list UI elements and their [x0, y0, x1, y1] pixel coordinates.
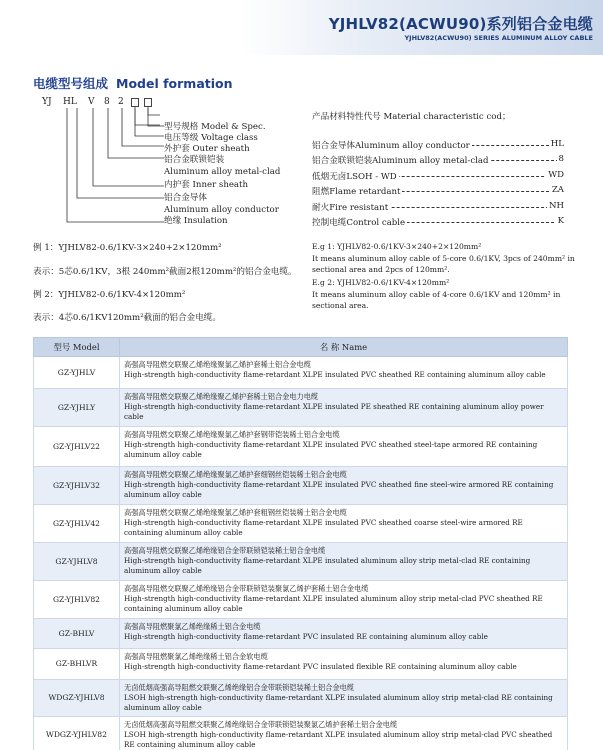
- name-cn: 高强高导阻燃交联聚乙烯绝缘聚氯乙烯护套粗钢丝铠装稀土铝合金电缆: [124, 508, 347, 517]
- label-model-spec: 型号规格 Model & Spec.: [164, 122, 266, 132]
- model-cell: GZ-YJHLV22: [34, 427, 120, 467]
- model-cell: GZ-BHLV: [34, 619, 120, 649]
- name-cn: 高强高导阻燃交联聚乙烯绝缘聚氯乙烯护套细钢丝铠装稀土铝合金电缆: [124, 470, 347, 479]
- label-voltage: 电压等级 Voltage class: [164, 133, 258, 143]
- label-inner-sheath: 内护套 Inner sheath: [164, 180, 249, 190]
- code-yj: YJ: [42, 97, 52, 107]
- label-outer-sheath: 外护套 Outer sheath: [164, 144, 250, 154]
- section-title: [33, 74, 233, 92]
- model-cell: GZ-YJHLV: [34, 357, 120, 389]
- table-row: [34, 389, 568, 427]
- name-en: High-strength high-conductivity flame-retardant XLPE insulated aluminum alloy strip metal-clad PVC sheathed RE containing aluminum alloy cable: [124, 594, 543, 613]
- example-1-desc-en: It means aluminum alloy cable of 5-core 0.6/1KV, 3pcs of 240mm² in sectional area and 2pcs of 120mm².: [312, 254, 575, 274]
- model-cell: GZ-YJHLV32: [34, 467, 120, 505]
- material-name: 低烟无卤LSOH - WD: [312, 172, 397, 182]
- name-cn: 无卤低烟高强高导阻燃交联聚乙烯绝缘铝合金带联锁铠装聚氯乙烯护套稀土铝合金电缆: [124, 720, 398, 729]
- name-en: High-strength high-conductivity flame-retardant XLPE insulated PE sheathed RE containing aluminum alloy power cable: [124, 402, 544, 421]
- name-cell: [120, 543, 568, 581]
- material-row: [312, 185, 564, 197]
- name-cn: 高强高导阻燃交联聚乙烯绝缘铝合金带联锁铠装聚氯乙烯护套稀土铝合金电缆: [124, 584, 369, 593]
- name-cell: [120, 649, 568, 680]
- example-2-desc-en: It means aluminum alloy cable of 4-core 0.6/1KV and 120mm² in sectional area.: [312, 290, 561, 310]
- name-cn: 高强高导阻燃交联聚乙烯绝缘铝合金带联锁铠装稀土铝合金电缆: [124, 546, 326, 555]
- column-header-name: 名 称 Name: [120, 338, 568, 357]
- table-row: [34, 427, 568, 467]
- example-1-cn: 例 1：YJHLV82-0.6/1KV-3×240+2×120mm²: [33, 243, 222, 253]
- label-insulation: 绝缘 Insulation: [164, 216, 228, 226]
- table-header-row: [34, 338, 568, 357]
- name-cell: [120, 581, 568, 619]
- table-row: [34, 357, 568, 389]
- model-cell: GZ-YJHLV42: [34, 505, 120, 543]
- column-header-model: 型号 Model: [34, 338, 120, 357]
- material-row: [312, 170, 564, 182]
- table-row: [34, 543, 568, 581]
- name-en: High-strength high-conductivity flame-retardant XLPE insulated PVC sheathed coarse steel-wire armored RE containing aluminum alloy cable: [124, 518, 523, 537]
- materials-heading: 产品材料特性代号 Material characteristic cod；: [312, 112, 511, 122]
- section-title-en: Model formation: [116, 76, 233, 91]
- name-cell: [120, 505, 568, 543]
- code-v: V: [88, 97, 95, 107]
- material-code: 8: [558, 154, 564, 164]
- page-subtitle: YJHLV82(ACWU90) SERIES ALUMINUM ALLOY CABLE: [404, 34, 593, 42]
- material-code: WD: [548, 170, 564, 180]
- example-2-en: E.g 2: YJHLV82-0.6/1KV-4×120mm²: [312, 278, 450, 287]
- name-en: High-strength high-conductivity flame-retardant XLPE insulated PVC sheathed steel-tape armored RE containing aluminum alloy cable: [124, 440, 538, 459]
- example-1-en: E.g 1: YJHLV82-0.6/1KV-3×240+2×120mm²: [312, 242, 482, 251]
- model-cell: GZ-YJHLY: [34, 389, 120, 427]
- model-cell: WDGZ-YJHLV82: [34, 717, 120, 750]
- table-row: [34, 581, 568, 619]
- name-cn: 高强高导阻燃交联聚乙烯绝缘聚乙烯护套稀土铝合金电力电缆: [124, 392, 319, 401]
- name-en: High-strength high-conductivity flame-retardant XLPE insulated aluminum alloy strip metal-clad RE containing aluminum alloy cable: [124, 556, 531, 575]
- material-code: NH: [548, 201, 564, 211]
- model-cell: WDGZ-YJHLV8: [34, 680, 120, 717]
- section-title-cn: 电缆型号组成: [33, 76, 109, 91]
- material-code: K: [557, 216, 564, 226]
- material-code: HL: [550, 139, 564, 149]
- name-cell: [120, 680, 568, 717]
- name-en: High-strength high-conductivity flame-retardant XLPE insulated PVC sheathed fine steel-wire armored RE containing aluminum alloy cable: [124, 480, 554, 499]
- name-cell: [120, 467, 568, 505]
- name-cell: [120, 619, 568, 649]
- table-row: [34, 467, 568, 505]
- example-2-cn: 例 2：YJHLV82-0.6/1KV-4×120mm²: [33, 290, 186, 300]
- name-cell: [120, 357, 568, 389]
- name-en: High-strength high-conductivity flame-retardant XLPE insulated PVC sheathed RE containing aluminum alloy cable: [124, 370, 546, 379]
- name-cn: 高强高导阻燃交联聚乙烯绝缘聚氯乙烯护套钢带铠装稀土铝合金电缆: [124, 430, 340, 439]
- material-row: [312, 139, 564, 151]
- code-2: 2: [118, 97, 124, 107]
- model-table: [33, 337, 568, 750]
- code-8: 8: [104, 97, 110, 107]
- material-name: 铝合金联锁铠装Aluminum alloy metal-clad: [312, 156, 489, 166]
- example-1-desc-cn: 表示：5芯0.6/1KV，3根 240mm²截面2根120mm²的铝合金电缆。: [33, 267, 297, 277]
- name-en: LSOH high-strength high-conductivity flame-retardant XLPE insulated aluminum alloy strip metal-clad PVC sheathed RE containing aluminum alloy cable: [124, 730, 553, 749]
- box-connectors: [130, 107, 160, 127]
- label-conductor-en: Aluminum alloy conductor: [164, 205, 279, 215]
- name-cell: [120, 389, 568, 427]
- code-hl: HL: [63, 97, 77, 107]
- model-cell: GZ-BHLVR: [34, 649, 120, 680]
- example-2-desc-cn: 表示：4芯0.6/1KV120mm²截面的铝合金电缆。: [33, 313, 221, 323]
- name-cn: 高强高导阻燃交联聚乙烯绝缘聚氯乙烯护套稀土铝合金电缆: [124, 360, 311, 369]
- table-row: [34, 680, 568, 717]
- label-conductor-cn: 铝合金导体: [164, 193, 207, 203]
- material-row: [312, 216, 564, 228]
- material-row: [312, 201, 564, 213]
- material-name: 耐火Fire resistant: [312, 203, 389, 213]
- model-cell: GZ-YJHLV82: [34, 581, 120, 619]
- table-row: [34, 505, 568, 543]
- material-name: 铝合金导体Aluminum alloy conductor: [312, 141, 470, 151]
- material-row: [312, 154, 564, 166]
- table-row: [34, 717, 568, 750]
- name-en: LSOH high-strength high-conductivity flame-retardant XLPE insulated aluminum alloy strip metal-clad RE containing aluminum alloy cable: [124, 693, 553, 712]
- page-header: [0, 0, 603, 55]
- model-cell: GZ-YJHLV8: [34, 543, 120, 581]
- name-cn: 高强高导阻燃聚氯乙烯绝缘稀土铝合金电缆: [124, 622, 261, 631]
- material-name: 控制电缆Control cable: [312, 218, 406, 228]
- material-code: ZA: [551, 185, 564, 195]
- table-row: [34, 649, 568, 680]
- name-en: High-strength high-conductivity flame-retardant PVC insulated RE containing aluminum alloy cable: [124, 632, 488, 641]
- name-cn: 高强高导阻燃聚氯乙烯绝缘稀土铝合金软电缆: [124, 652, 268, 661]
- name-en: High-strength high-conductivity flame-retardant PVC insulated flexible RE containing aluminum alloy cable: [124, 662, 517, 671]
- label-armor-en: Aluminum alloy metal-clad: [164, 167, 281, 177]
- name-cell: [120, 717, 568, 750]
- name-cn: 无卤低烟高强高导阻燃交联聚乙烯绝缘铝合金带联锁铠装稀土铝合金电缆: [124, 683, 355, 692]
- page-title: YJHLV82(ACWU90)系列铝合金电缆: [328, 15, 593, 33]
- table-row: [34, 619, 568, 649]
- name-cell: [120, 427, 568, 467]
- label-armor-cn: 铝合金联锁铠装: [164, 155, 225, 165]
- material-name: 阻燃Flame retardant: [312, 187, 401, 197]
